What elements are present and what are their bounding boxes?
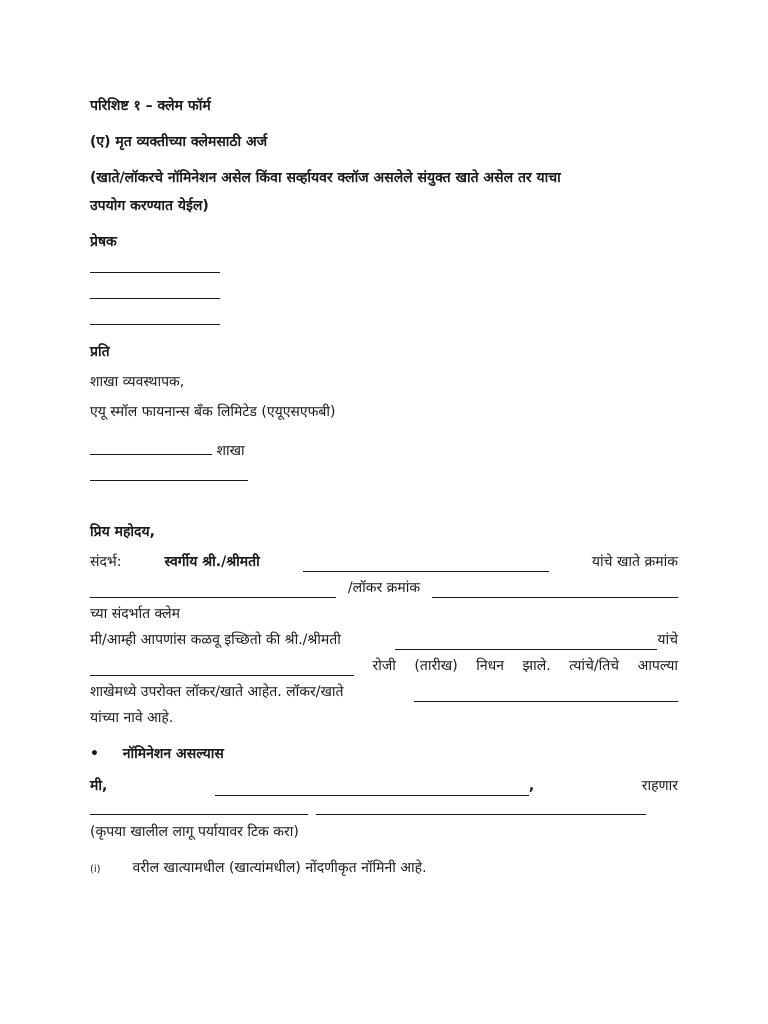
reference-name-label: स्वर्गीय श्री./श्रीमती: [164, 554, 260, 570]
body-line2-word: आपल्या: [637, 658, 678, 674]
nomination-heading-row: [90, 744, 224, 764]
body-line2-word: झाले.: [522, 658, 551, 674]
nomination-heading: नॉमिनेशन असल्यास: [122, 746, 224, 762]
sender-line-1[interactable]: [90, 258, 220, 279]
sender-line-2[interactable]: [90, 284, 220, 305]
address-row: [90, 800, 646, 821]
deceased-name-field-2[interactable]: [395, 635, 657, 650]
deceased-name-field[interactable]: [303, 557, 549, 572]
bullet: •: [90, 746, 99, 762]
body-line1-end: यांचे: [657, 632, 678, 648]
reference-row-2: [90, 578, 678, 598]
me-label: मी,: [90, 778, 108, 794]
nominee-name-field[interactable]: [215, 781, 529, 796]
reference-label: संदर्भ:: [90, 554, 122, 570]
body-line1-text: मी/आम्ही आपणांस कळवू इच्छितो की श्री./श्रीमती: [90, 632, 341, 648]
body-line-1: [90, 630, 678, 650]
nominee-name-group: [215, 776, 534, 796]
claim-line: च्या संदर्भात क्लेम: [90, 606, 181, 622]
address-field-1[interactable]: [90, 800, 308, 815]
branch-suffix: शाखा: [216, 443, 245, 459]
body-line2-word: निधन: [476, 658, 504, 674]
account-label: यांचे खाते क्रमांक: [591, 554, 678, 570]
body-line-4: यांच्या नावे आहे.: [90, 710, 174, 726]
body-line-3: [90, 682, 678, 702]
branch-name-field[interactable]: [90, 440, 212, 455]
body-line2-word: (तारीख): [414, 658, 458, 674]
address-field-2[interactable]: [316, 800, 646, 815]
form-title: परिशिष्ट १ – क्लेम फॉर्म: [90, 98, 211, 114]
option-i-number: (i): [90, 864, 101, 875]
death-date-field[interactable]: [90, 661, 354, 676]
body-line2-word: त्यांचे/तिचे: [569, 658, 620, 674]
account-number-field[interactable]: [90, 583, 336, 598]
body-line1-tail: [395, 630, 678, 650]
account-holder-field[interactable]: [414, 687, 678, 702]
option-i[interactable]: [90, 858, 427, 880]
nominee-comma: ,: [528, 778, 535, 794]
body-line2-word: रोजी: [372, 658, 396, 674]
form-note-line1: [90, 168, 678, 188]
note-text: (खाते/लॉकरचे नॉमिनेशन असेल किंवा सर्व्हायवर क्लॉज असलेले संयुक्त खाते असेल तर याचा: [90, 170, 561, 186]
recipient-line-2: एयू स्मॉल फायनान्स बँक लिमिटेड (एयूएसएफबी): [90, 404, 336, 420]
recipient-line-1: शाखा व्यवस्थापक,: [90, 374, 185, 390]
salutation: प्रिय महोदय,: [90, 524, 155, 540]
sender-line-3[interactable]: [90, 310, 220, 331]
body-line3-text: शाखेमध्ये उपरोक्त लॉकर/खाते आहेत. लॉकर/खाते: [90, 684, 344, 700]
form-subtitle: (ए) मृत व्यक्तीच्या क्लेमसाठी अर्ज: [90, 134, 268, 150]
nomination-me-row: [90, 776, 678, 796]
tick-instruction: (कृपया खालील लागू पर्यायावर टिक करा): [90, 824, 299, 840]
form-note-line2: उपयोग करण्यात येईल): [90, 198, 209, 214]
locker-number-field[interactable]: [432, 583, 678, 598]
reference-row-1: [90, 552, 678, 572]
locker-label: /लॉकर क्रमांक: [347, 580, 421, 596]
recipient-label: प्रति: [90, 344, 110, 360]
body-line-2: [90, 656, 678, 676]
option-i-text: वरील खात्यामधील (खात्यांमधील) नोंदणीकृत नॉमिनी आहे.: [132, 860, 427, 876]
sender-label: प्रेषक: [90, 234, 117, 250]
branch-line: [90, 440, 245, 461]
resident-label: राहणार: [641, 778, 678, 794]
branch-extra-line[interactable]: [90, 466, 248, 487]
